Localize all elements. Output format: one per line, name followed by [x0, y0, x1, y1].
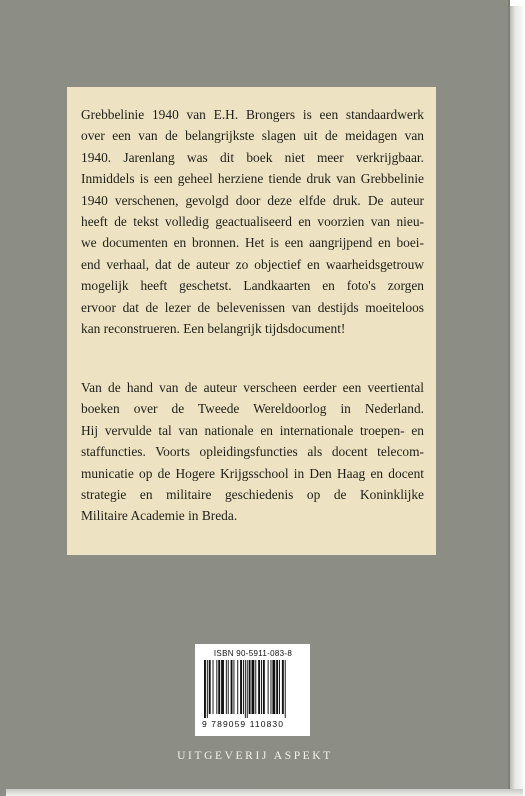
barcode-bar: [228, 660, 229, 714]
barcode-bar: [282, 660, 284, 714]
blurb-line: we documenten en bronnen. Het is een aangrijpend en boei-: [81, 235, 424, 251]
barcode-bar: [216, 660, 217, 714]
blurb-line: ervoor dat de lezer de belevenissen van destijds moeiteloos: [81, 299, 424, 315]
barcode-bar: [249, 660, 251, 714]
barcode-bar: [237, 660, 238, 714]
bio-line: boeken over de Tweede Wereldoorlog in Nederland.: [81, 401, 424, 417]
barcode-bar: [247, 660, 248, 718]
page-block-bottom-edge: [6, 789, 523, 796]
barcode-bar: [226, 660, 227, 714]
isbn-barcode: [195, 644, 310, 736]
barcode-bar: [285, 660, 286, 718]
barcode-bar: [213, 660, 214, 714]
bio-line: strategie en militaire geschiedenis op de Koninklijke: [81, 487, 424, 503]
blurb-line: mogelijk heeft geschetst. Landkaarten en foto's zorgen: [81, 278, 424, 294]
barcode-bar: [240, 660, 242, 714]
barcode-bar: [271, 660, 272, 714]
barcode-bar: [276, 660, 278, 714]
barcode-bars: [202, 660, 304, 718]
barcode-bar: [272, 660, 275, 714]
blurb-line: kan reconstrueren. Een belangrijk tijdsdocument!: [81, 321, 346, 337]
bio-line: Van de hand van de auteur verscheen eerder een veertiental: [81, 380, 424, 395]
blurb-panel: [67, 87, 436, 555]
barcode-bar: [258, 660, 260, 714]
page-block-edge: [510, 6, 523, 792]
barcode-bar: [218, 660, 220, 714]
barcode-bar: [263, 660, 265, 714]
author-bio-paragraph: [81, 377, 424, 527]
blurb-line: 1940. Jarenlang was dit boek niet meer verkrijgbaar.: [81, 149, 424, 165]
book-description-paragraph: [81, 104, 424, 360]
blurb-line: heeft de tekst volledig geactualiseerd en voorzien van nieu-: [81, 214, 424, 230]
bio-line: municatie op de Hogere Krijgsschool in Den Haag en docent: [81, 465, 424, 481]
bio-line: staffuncties. Voorts opleidingsfuncties als docent telecom-: [81, 444, 424, 460]
blurb-line: Inmiddels is een geheel herziene tiende druk van Grebbelinie: [81, 171, 424, 187]
bio-line: Militaire Academie in Breda.: [81, 508, 238, 524]
bio-line: Hij vervulde tal van nationale en internationale troepen- en: [81, 422, 424, 438]
barcode-bar: [233, 660, 234, 714]
barcode-bar: [261, 660, 262, 714]
barcode-bar: [252, 660, 255, 714]
barcode-bar: [243, 660, 244, 714]
barcode-bar: [245, 660, 246, 718]
isbn-label: ISBN 90-5911-083-8: [213, 649, 293, 658]
blurb-line: over een van de belangrijkste slagen uit de meidagen van: [81, 128, 424, 144]
barcode-bar: [209, 660, 211, 714]
barcode-bar: [231, 660, 233, 714]
blurb-line: end verhaal, dat de auteur zo objectief en waarheidsgetrouw: [81, 256, 424, 272]
publisher-name: UITGEVERIJ ASPEKT: [177, 750, 333, 762]
blurb-line: 1940 verschenen, gevolgd door deze elfde druk. De auteur: [81, 192, 424, 208]
barcode-bar: [204, 660, 206, 718]
barcode-bar: [221, 660, 224, 714]
ean-number: 9 789059 110830: [202, 719, 285, 729]
barcode-bar: [255, 660, 256, 714]
barcode-bar: [207, 660, 208, 718]
barcode-bar: [268, 660, 269, 714]
barcode-bar: [279, 660, 280, 714]
blurb-line: Grebbelinie 1940 van E.H. Brongers is een standaardwerk: [81, 107, 424, 122]
